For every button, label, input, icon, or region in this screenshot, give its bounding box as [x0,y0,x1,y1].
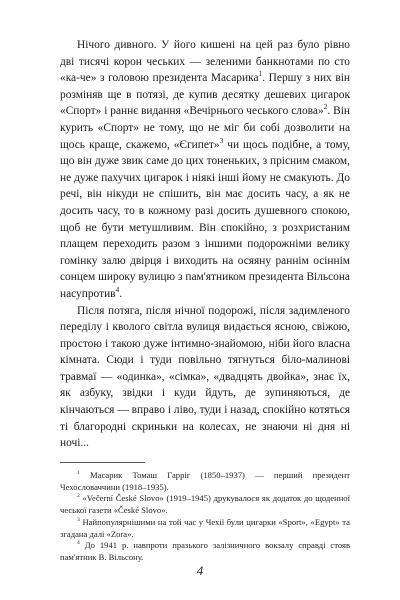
footnote-text: До 1941 р. навпроти празького залізничного вокзалу справді стояв пам'ятник В. Вільсону. [60,540,350,562]
footnote-ref-4: 4 [115,285,120,295]
footnote-2 [60,493,350,516]
footnote-text: Масарик Томаш Гарріг (1850–1937) — перший президент Чехословаччини (1918–1935). [60,470,351,492]
paragraph-2: Після потяга, після нічної подорожі, після задимленого переділу і кволого світла вулиця видається ясною, свіжою, простою і такою дуже інтимно-знайомою, ніби його власна кімната. Сюди і туди повільно тягнуться біло-малинові травмаї — «одинка», «сімка», «двадцять двойка», знає їх, як азбуку, звідки і куди йдуть, де зупиняються, де кінчаються — вправо і ліво, туди і назад, спокійно котяться ті благородні скриньки на колесах, не знаючи ні дня ні ночі... [60,304,350,450]
footnote-text: «Večerní České Slovo» (1919–1945) друкувалося як додаток до щоденної чеської газети «České Slovo». [60,493,350,516]
footnote-1 [60,470,350,493]
paragraph-1-part-d: чи щось подібне, а тому, що він дуже звик саме до цих тоненьких, з прісним смаком, не дуже пахучих цигарок і ніякі інші йому не смакують. До речі, він нікуди не спішить, він має досить часу, а як не досить часу, то в кожному разі досить душевного спокою, щоб не бути метушливим. Він спокійно, з розхристаним плащем переходить разом з іншими подорожніми велику гомінку залю двірця і виходить на осяяну раннім осіннім сонцем широку вулицю з пам'ятником президента Вільсона насупротив [60,138,350,300]
footnote-ref-1: 1 [258,69,263,79]
footnote-text: Найпопулярнішими на той час у Чехії були цигарки «Sport», «Egypt» та згадана далі «Zora». [60,516,350,539]
paragraph-1-part-e: . [119,287,123,300]
page-number: 4 [196,563,204,578]
footnote-number: 3 [77,516,80,523]
footnote-4 [60,540,350,563]
footnote-ref-3: 3 [219,135,224,145]
paragraph-1 [60,37,350,303]
footnote-number: 1 [77,470,80,477]
main-text [60,37,350,452]
footnote-3 [60,517,350,540]
footnote-number: 2 [77,493,80,500]
paragraph-1-part-a: Нічого дивного. У його кишені на цей раз було рівно дві тисячі корон чеських — зеленими банкнотами по сто «ка-че» з головою президента Масарика [60,39,350,85]
footnote-number: 4 [77,540,80,547]
paragraph-1-part-b: . Першу з них він розміняв ще в потязі, де купив десятку дешевих цигарок «Спорт» і раннє видання «Вечірнього чеського слова» [60,72,350,118]
paragraph-1-part-c: . Він курить «Спорт» не тому, що не міг би собі дозволити на щось краще, скажемо, «Єгипет» [60,105,350,151]
footnote-ref-2: 2 [323,102,328,112]
footnotes [60,470,350,564]
footnote-separator [60,462,145,463]
